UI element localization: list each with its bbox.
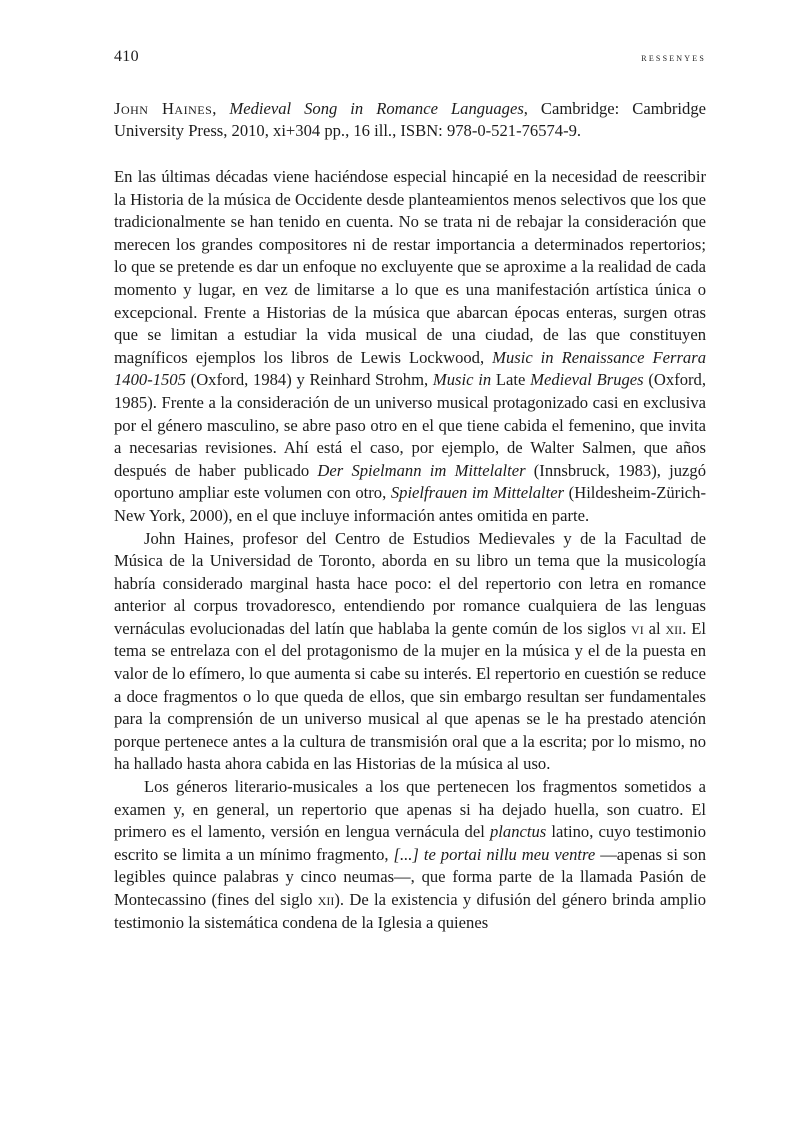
p1-italic-spielmann: Der Spielmann im Mittelalter <box>317 460 526 480</box>
p3-text-e: —apenas si son legibles quince palabras y cinco neumas—, que forma parte de la llamada Pasión de Montecassino (fines del siglo <box>114 844 707 909</box>
p1-text-e: Late <box>491 370 531 390</box>
p1-text-g: (Oxford, 1985). Frente a la consideración de un universo musical protagonizado casi en exclusiva por el género masculino, se abre paso otro en el que tiene cabida el femenino, que invita a necesarias revisiones. Ahí está el caso, por ejemplo, de Walter Salmen, que años después de haber publicado <box>114 370 706 480</box>
p1-text-a: En las últimas décadas viene haciéndose especial hincapié en la necesidad de reescribir la Historia de la música de Occidente desde planteamientos menos selectivos que los que tradicionalmente se han tenido en cuenta. No se trata ni de rebajar la consideración que merecen los grandes compositores ni de restar importancia a determinados repertorios; lo que se pretende es dar un enfoque no excluyente que se aproxime a la realidad de cada momento y lugar, en vez de limitarse a lo que es una manifestación artística única o excepcional. Frente a Historias de la música que abarcan épocas enteras, surgen otras que se limitan a estudiar la vida musical de una ciudad, de las que constituyen magníficos ejemplos los libros de Lewis Lockwood, <box>114 167 706 367</box>
p1-italic-music-in: Music in <box>432 370 492 390</box>
page <box>114 48 706 934</box>
p2-text-c: al <box>643 618 666 638</box>
paragraph-3 <box>114 776 706 934</box>
p1-italic-bruges: Medieval Bruges <box>530 370 644 390</box>
p3-italic-planctus: planctus <box>490 822 547 842</box>
p3-text-c: latino, cuyo testimonio escrito se limita a un mínimo fragmento, <box>114 822 707 864</box>
p1-italic-ferrara: Music in Renaissance Ferrara 1400-1505 <box>114 347 706 390</box>
book-citation <box>114 98 706 142</box>
p2-century-xii: xii <box>665 618 683 638</box>
p2-text-a: John Haines, profesor del Centro de Estudios Medievales y de la Facultad de Música de la Universidad de Toronto, aborda en su libro un tema que la musicología habría considerado marginal hasta hace poco: el del repertorio con letra en romance anterior al corpus trovadoresco, entendiendo por romance cualquiera de las lenguas vernáculas evolucionadas del latín que hablaba la gente común de los siglos <box>114 528 706 638</box>
p2-text-e: . El tema se entrelaza con el del protagonismo de la mujer en la música y el de la puesta en valor de lo efímero, lo que aumenta si cabe su interés. El repertorio en cuestión se reduce a doce fragmentos o lo que queda de ellos, que sin embargo resultan ser fundamentales para la comprensión de un universo musical al que apenas se le ha prestado atención porque pertenece antes a la cultura de transmisión oral que a la escrita; por lo mismo, no ha hallado hasta ahora cabida en las Historias de la música al uso. <box>114 618 706 774</box>
p3-century-xii: xii <box>317 890 335 909</box>
p3-text-g: ). De la existencia y difusión del género brinda amplio testimonio la sistemática condena de la Iglesia a quienes <box>114 890 707 932</box>
citation-title: Medieval Song in Romance Languages <box>229 99 524 118</box>
paragraph-1 <box>114 166 706 528</box>
review-body <box>114 166 706 934</box>
paragraph-2 <box>114 528 706 777</box>
citation-separator: , <box>212 99 230 118</box>
p3-text-a: Los géneros literario-musicales a los que pertenecen los fragmentos sometidos a examen y, en general, un repertorio que apenas si ha dejado huella, son cuatro. El primero es el lamento, versión en lengua vernácula del <box>114 777 706 842</box>
p1-text-i: (Innsbruck, 1983), juzgó oportuno ampliar este volumen con otro, <box>114 460 707 503</box>
section-name: ressenyes <box>641 52 706 64</box>
p2-century-vi: vi <box>631 618 644 638</box>
p1-text-k: (Hildesheim-Zürich-New York, 2000), en el que incluye información antes omitida en parte. <box>114 483 706 525</box>
p3-italic-fragment: [...] te portai nillu meu ventre <box>393 844 596 864</box>
citation-publication: , Cambridge: Cambridge University Press, 2010, xi+304 pp., 16 ill., ISBN: 978-0-521-76574-9. <box>114 99 706 140</box>
running-head <box>114 48 706 72</box>
p1-text-c: (Oxford, 1984) y Reinhard Strohm, <box>185 370 433 390</box>
p1-italic-spielfrauen: Spielfrauen im Mittelalter <box>390 483 565 503</box>
page-number: 410 <box>114 48 139 65</box>
citation-author: John Haines <box>114 99 213 118</box>
